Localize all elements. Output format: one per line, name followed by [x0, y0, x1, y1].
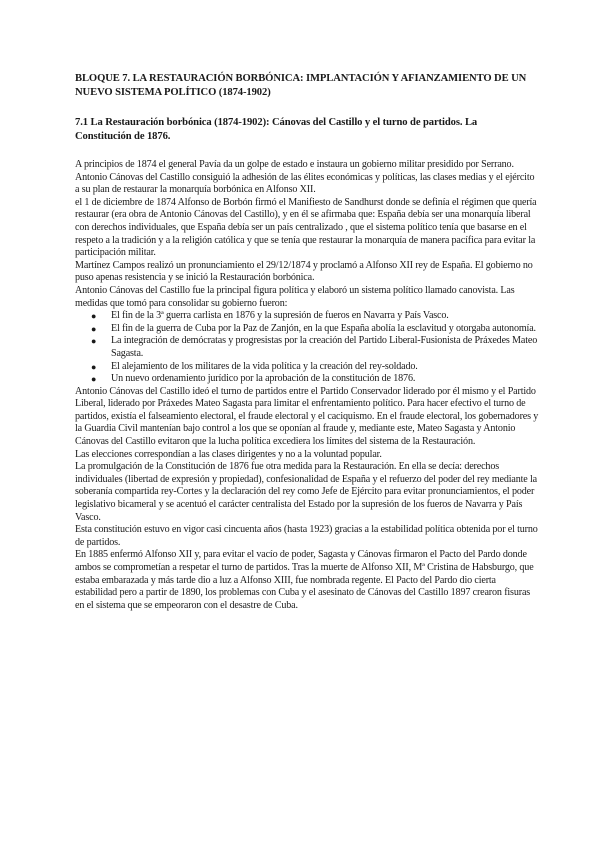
paragraph: Antonio Cánovas del Castillo fue la principal figura política y elaboró un sistema político llamado canovista. Las medidas que tomó para consolidar su gobierno fueron:: [75, 284, 515, 309]
paragraph: el 1 de diciembre de 1874 Alfonso de Borbón firmó el Manifiesto de Sandhurst donde se definía el régimen que quería restaurar (era obra de Antonio Cánovas del Castillo), y en él se afirmaba que: España debía ser una monarquía liberal con derechos individuales, que España debía ser un país centralizado , que el sistema político tenía que basarse en el respeto a la tradición y a la religión católica y que se tenía que restaurar la monarquía de manera pacífica para evitar la participación militar.: [75, 196, 537, 259]
list-item: [91, 335, 540, 360]
measures-list: [75, 310, 540, 386]
paragraph: Martínez Campos realizó un pronunciamiento el 29/12/1874 y proclamó a Alfonso XII rey de España. El gobierno no puso apenas resistencia y se inició la Restauración borbónica.: [75, 259, 533, 284]
list-item: [91, 373, 540, 386]
document-title: BLOQUE 7. LA RESTAURACIÓN BORBÓNICA: IMPLANTACIÓN Y AFIANZAMIENTO DE UN NUEVO SISTEMA POLÍTICO (1874-1902): [75, 73, 527, 98]
section-heading: 7.1 La Restauración borbónica (1874-1902): Cánovas del Castillo y el turno de partidos. La Constitución de 1876.: [75, 117, 478, 142]
bullet-icon: ●: [91, 374, 97, 385]
paragraph: A principios de 1874 el general Pavía da un golpe de estado e instaura un gobierno militar presidido por Serrano. Antonio Cánovas del Castillo consiguió la adhesión de las élites económicas y políticas, las clases medias y el ejército a su plan de restaurar la monarquía borbónica en Alfonso XII.: [75, 159, 535, 196]
paragraph: La promulgación de la Constitución de 1876 fue otra medida para la Restauración. En ella se decía: derechos individuales (libertad de expresión y propiedad), confesionalidad de España y el refuerzo del poder del rey mediante la soberanía compartida rey-Cortes y la declaración del rey como Jefe de Ejército para evitar pronunciamientos, el poder legislativo bicameral y se acentuó el carácter centralista del Estado por la supresión de los fueros de Navarra y País Vasco.: [75, 461, 537, 523]
list-item-text: El fin de la 3ª guerra carlista en 1876 y la supresión de fueros en Navarra y País Vasco.: [111, 310, 449, 322]
bullet-icon: ●: [91, 361, 97, 372]
list-item-text: Un nuevo ordenamiento jurídico por la aprobación de la constitución de 1876.: [111, 373, 416, 385]
list-item-text: El fin de la guerra de Cuba por la Paz de Zanjón, en la que España abolía la esclavitud y otorgaba autonomía.: [111, 322, 536, 334]
list-item: [91, 322, 540, 336]
paragraph: Esta constitución estuvo en vigor casi cincuenta años (hasta 1923) gracias a la estabilidad política obtenida por el turno de partidos.: [75, 524, 538, 548]
bullet-icon: ●: [91, 336, 97, 347]
list-item: [91, 310, 540, 323]
bullet-icon: ●: [91, 323, 97, 334]
list-item-text: El alejamiento de los militares de la vida política y la creación del rey-soldado.: [111, 360, 418, 372]
document-body: [75, 159, 540, 612]
list-item: [91, 360, 540, 374]
list-item-text: La integración de demócratas y progresistas por la creación del Partido Liberal-Fusionista de Práxedes Mateo Sagasta.: [111, 335, 538, 359]
bullet-icon: ●: [91, 311, 97, 322]
paragraph: Antonio Cánovas del Castillo ideó el turno de partidos entre el Partido Conservador liderado por él mismo y el Partido Liberal, liderado por Práxedes Mateo Sagasta para limitar el enfrentamiento político. Para hacer efectivo el turno de partidos, existía el falseamiento electoral, el fraude electoral y el caciquismo. En el fraude electoral, los gobernadores y la Guardia Civil mantenían bajo control a los que se oponían al fraude y, mediante este, Mateo Sagasta y Antonio Cánovas del Castillo evitaron que la lucha política excediera los límites del sistema de la Restauración.: [75, 385, 539, 448]
paragraph: En 1885 enfermó Alfonso XII y, para evitar el vacío de poder, Sagasta y Cánovas firmaron el Pacto del Pardo donde ambos se comprometían a respetar el turno de partidos. Tras la muerte de Alfonso XII, Mª Cristina de Habsburgo, que estaba embarazada y más tarde dio a luz a Alfonso XIII, fue nombrada regente. El Pacto del Pardo dio cierta estabilidad pero a partir de 1890, los problemas con Cuba y el asesinato de Cánovas del Castillo 1897 crearon fisuras en el sistema que se empeoraron con el desastre de Cuba.: [75, 549, 534, 611]
paragraph: Las elecciones correspondían a las clases dirigentes y no a la voluntad popular.: [75, 448, 382, 460]
